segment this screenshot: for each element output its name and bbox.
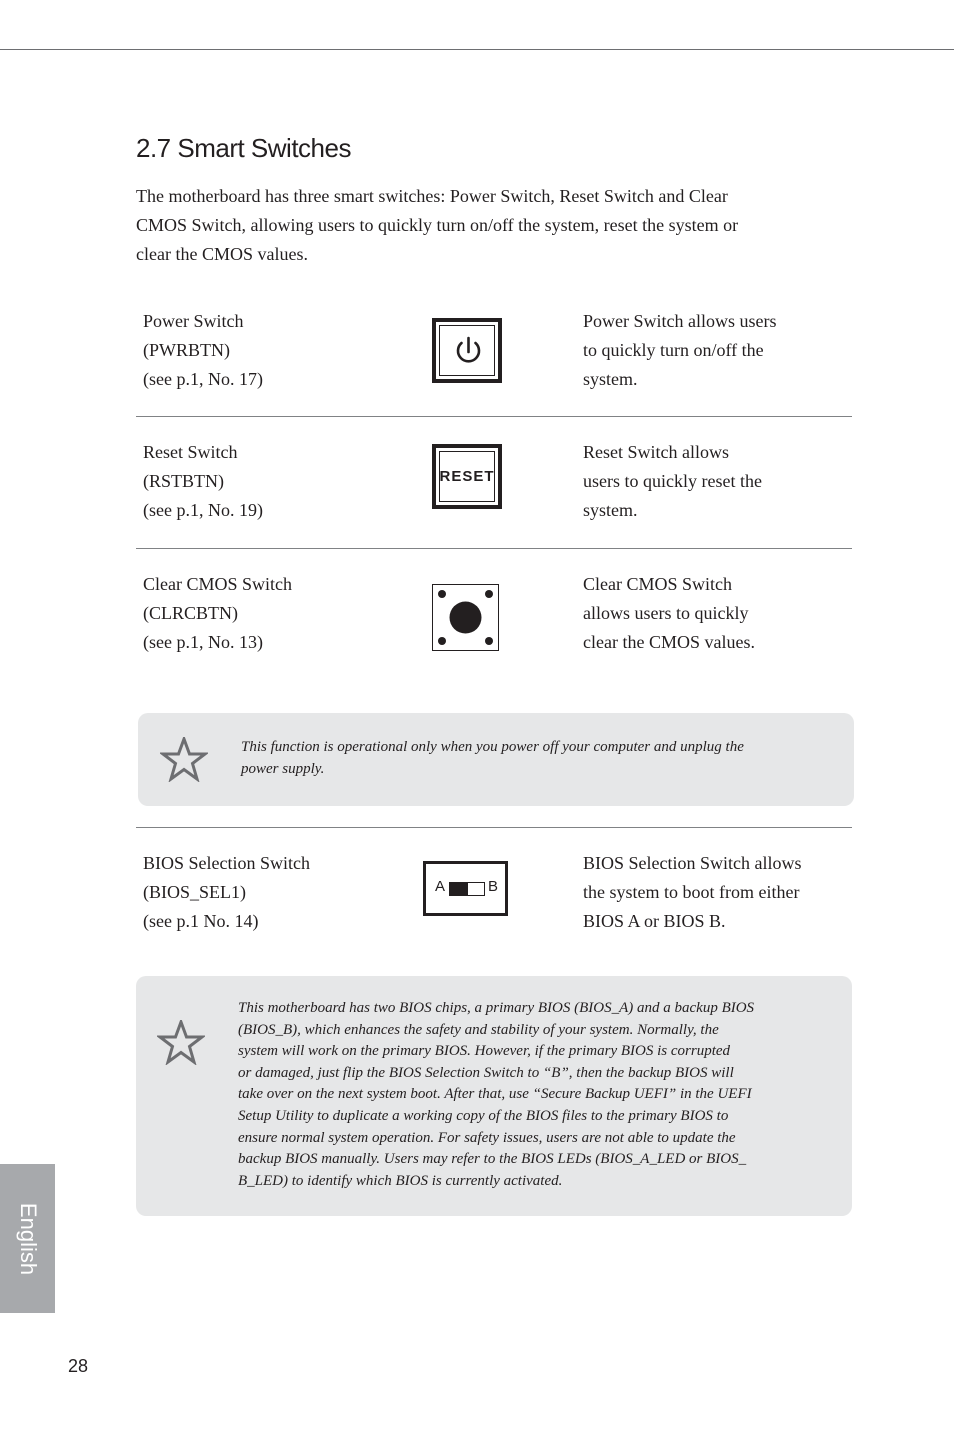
note-line: This motherboard has two BIOS chips, a primary BIOS (BIOS_A) and a backup BIOS bbox=[238, 1000, 755, 1016]
note-line: take over on the next system boot. After that, use “Secure Backup UEFI” in the UEFI bbox=[238, 1086, 752, 1103]
star-icon bbox=[157, 1020, 205, 1065]
power-switch-name bbox=[143, 307, 263, 394]
switch-name-line: (see p.1, No. 19) bbox=[143, 500, 263, 520]
note-line: (BIOS_B), which enhances the safety and stability of your system. Normally, the bbox=[238, 1021, 719, 1038]
note-text bbox=[238, 998, 838, 1192]
intro-paragraph bbox=[136, 182, 816, 269]
note-line: Setup Utility to duplicate a working copy of the BIOS files to the primary BIOS to bbox=[238, 1107, 729, 1124]
switch-name-line: (BIOS_SEL1) bbox=[143, 882, 246, 902]
switch-desc-line: the system to boot from either bbox=[583, 882, 800, 902]
reset-icon bbox=[432, 444, 502, 509]
toggle-label-b: B bbox=[488, 878, 499, 895]
intro-line: The motherboard has three smart switches: Power Switch, Reset Switch and Clear bbox=[136, 186, 728, 206]
clear-cmos-switch-name bbox=[143, 570, 292, 657]
switch-desc-line: clear the CMOS values. bbox=[583, 632, 755, 652]
switch-desc-line: users to quickly reset the bbox=[583, 471, 762, 491]
clear-cmos-switch-description bbox=[583, 570, 755, 657]
row-divider bbox=[136, 416, 852, 417]
switch-desc-line: to quickly turn on/off the bbox=[583, 340, 764, 360]
switch-name-line: BIOS Selection Switch bbox=[143, 853, 310, 873]
switch-name-line: (see p.1 No. 14) bbox=[143, 911, 259, 931]
switch-desc-line: BIOS Selection Switch allows bbox=[583, 853, 802, 873]
intro-line: clear the CMOS values. bbox=[136, 244, 308, 264]
switch-desc-line: allows users to quickly bbox=[583, 603, 749, 623]
note-line: This function is operational only when you power off your computer and unplug the bbox=[241, 739, 744, 755]
switch-name-line: (see p.1, No. 17) bbox=[143, 369, 263, 389]
intro-line: CMOS Switch, allowing users to quickly turn on/off the system, reset the system or bbox=[136, 215, 739, 235]
toggle-icon bbox=[423, 861, 508, 916]
switch-name-line: (CLRCBTN) bbox=[143, 603, 239, 623]
switch-desc-line: BIOS A or BIOS B. bbox=[583, 911, 726, 931]
switch-name-line: Power Switch bbox=[143, 311, 244, 331]
row-divider bbox=[136, 548, 852, 549]
note-line: or damaged, just flip the BIOS Selection Switch to “B”, then the backup BIOS will bbox=[238, 1064, 734, 1081]
note-line: system will work on the primary BIOS. However, if the primary BIOS is corrupted bbox=[238, 1043, 731, 1060]
row-divider bbox=[136, 827, 852, 828]
page-number: 28 bbox=[68, 1356, 89, 1376]
language-tab bbox=[0, 1164, 55, 1313]
switch-desc-line: system. bbox=[583, 500, 638, 520]
switch-desc-line: Reset Switch allows bbox=[583, 442, 729, 462]
reset-icon-label: RESET bbox=[439, 468, 495, 485]
switch-desc-line: Power Switch allows users bbox=[583, 311, 777, 331]
switch-name-line: Reset Switch bbox=[143, 442, 238, 462]
note-text bbox=[241, 737, 831, 780]
reset-switch-description bbox=[583, 438, 762, 525]
switch-name-line: (RSTBTN) bbox=[143, 471, 224, 491]
toggle-slider bbox=[449, 882, 485, 896]
note-line: B_LED) to identify which BIOS is currently activated. bbox=[238, 1172, 563, 1189]
section-title: 2.7 Smart Switches bbox=[136, 133, 351, 163]
bios-switch-description bbox=[583, 849, 802, 936]
bios-switch-name bbox=[143, 849, 310, 936]
star-icon bbox=[160, 737, 208, 782]
note-line: backup BIOS manually. Users may refer to the BIOS LEDs (BIOS_A_LED or BIOS_ bbox=[238, 1151, 747, 1168]
note-line: power supply. bbox=[241, 760, 325, 777]
power-switch-description bbox=[583, 307, 776, 394]
power-icon bbox=[432, 318, 502, 383]
reset-switch-name bbox=[143, 438, 263, 525]
switch-name-line: (see p.1, No. 13) bbox=[143, 632, 263, 652]
toggle-label-a: A bbox=[435, 878, 446, 895]
header-rule bbox=[0, 49, 954, 50]
language-tab-label: English bbox=[15, 1202, 41, 1275]
switch-name-line: Clear CMOS Switch bbox=[143, 574, 293, 594]
switch-name-line: (PWRBTN) bbox=[143, 340, 230, 360]
button-icon bbox=[432, 584, 499, 651]
switch-desc-line: system. bbox=[583, 369, 638, 389]
switch-desc-line: Clear CMOS Switch bbox=[583, 574, 733, 594]
note-line: ensure normal system operation. For safety issues, users are not able to update the bbox=[238, 1129, 736, 1146]
